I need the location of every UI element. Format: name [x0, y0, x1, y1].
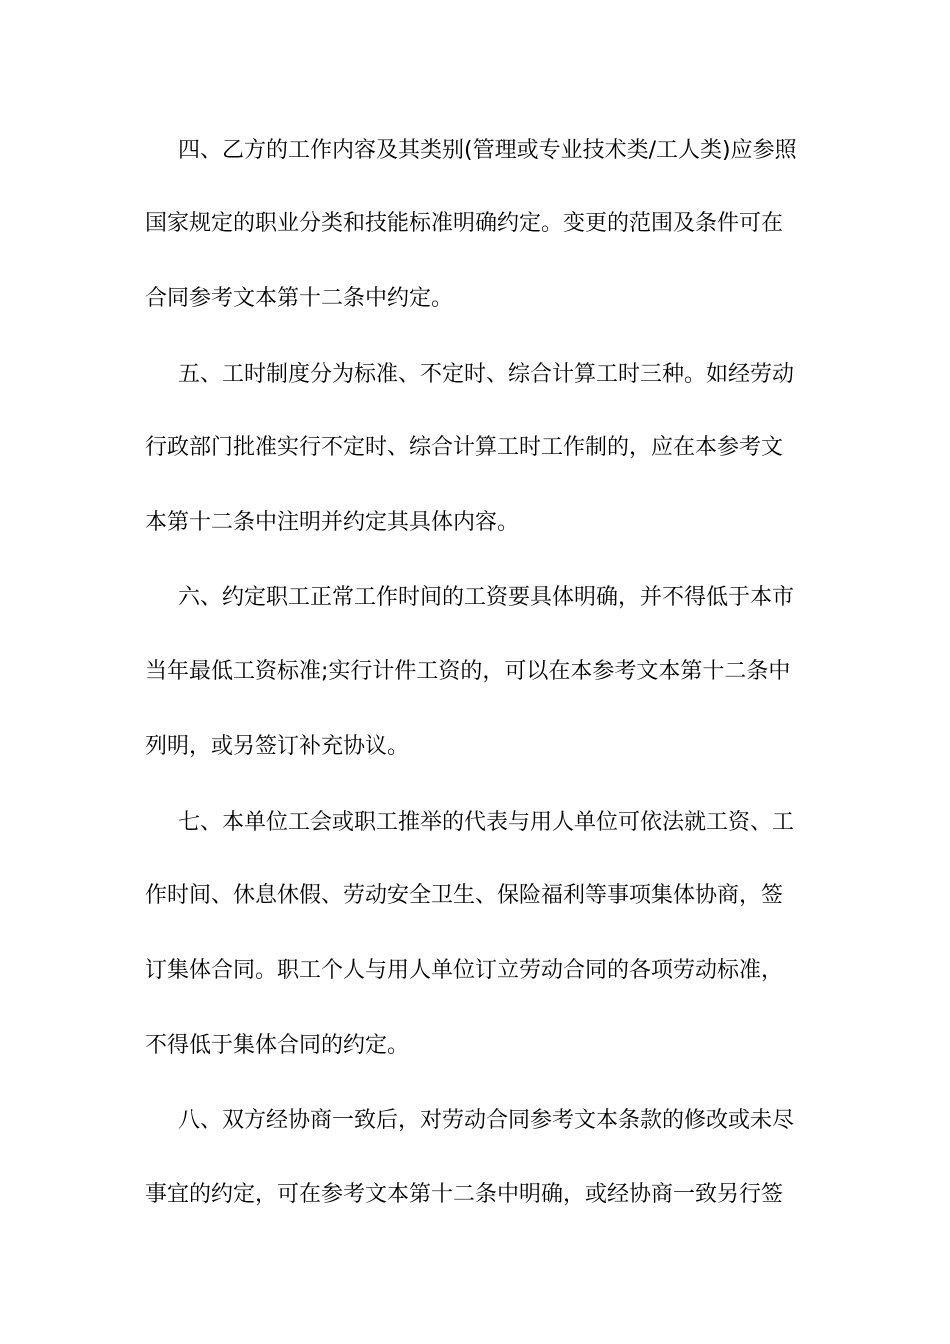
paragraph-6-line-2: 当年最低工资标准;实行计件工资的，可以在本参考文本第十二条中 [145, 659, 791, 684]
paragraph-8-line-2: 事宜的约定，可在参考文本第十二条中明确，或经协商一致另行签 [145, 1182, 784, 1207]
paragraph-4-line-3: 合同参考文本第十二条中约定。 [145, 286, 454, 311]
paragraph-4-line-1: 四、乙方的工作内容及其类别(管理或专业技术类/工人类)应参照 [178, 138, 797, 163]
paragraph-7-line-3: 订集体合同。职工个人与用人单位订立劳动合同的各项劳动标准， [145, 958, 784, 983]
paragraph-6-line-3: 列明，或另签订补充协议。 [145, 734, 410, 759]
paragraph-4-line-2: 国家规定的职业分类和技能标准明确约定。变更的范围及条件可在 [145, 211, 784, 236]
paragraph-6-line-1: 六、约定职工正常工作时间的工资要具体明确，并不得低于本市 [178, 585, 795, 610]
paragraph-5-line-2: 行政部门批准实行不定时、综合计算工时工作制的，应在本参考文 [145, 435, 784, 460]
paragraph-7-line-4: 不得低于集体合同的约定。 [145, 1033, 410, 1058]
paragraph-7-line-1: 七、本单位工会或职工推举的代表与用人单位可依法就工资、工 [178, 810, 795, 835]
paragraph-7-line-2: 作时间、休息休假、劳动安全卫生、保险福利等事项集体协商，签 [145, 883, 784, 908]
paragraph-8-line-1: 八、双方经协商一致后，对劳动合同参考文本条款的修改或未尽 [178, 1108, 795, 1133]
paragraph-5-line-3: 本第十二条中注明并约定其具体内容。 [145, 510, 520, 535]
paragraph-5-line-1: 五、工时制度分为标准、不定时、综合计算工时三种。如经劳动 [178, 362, 795, 387]
